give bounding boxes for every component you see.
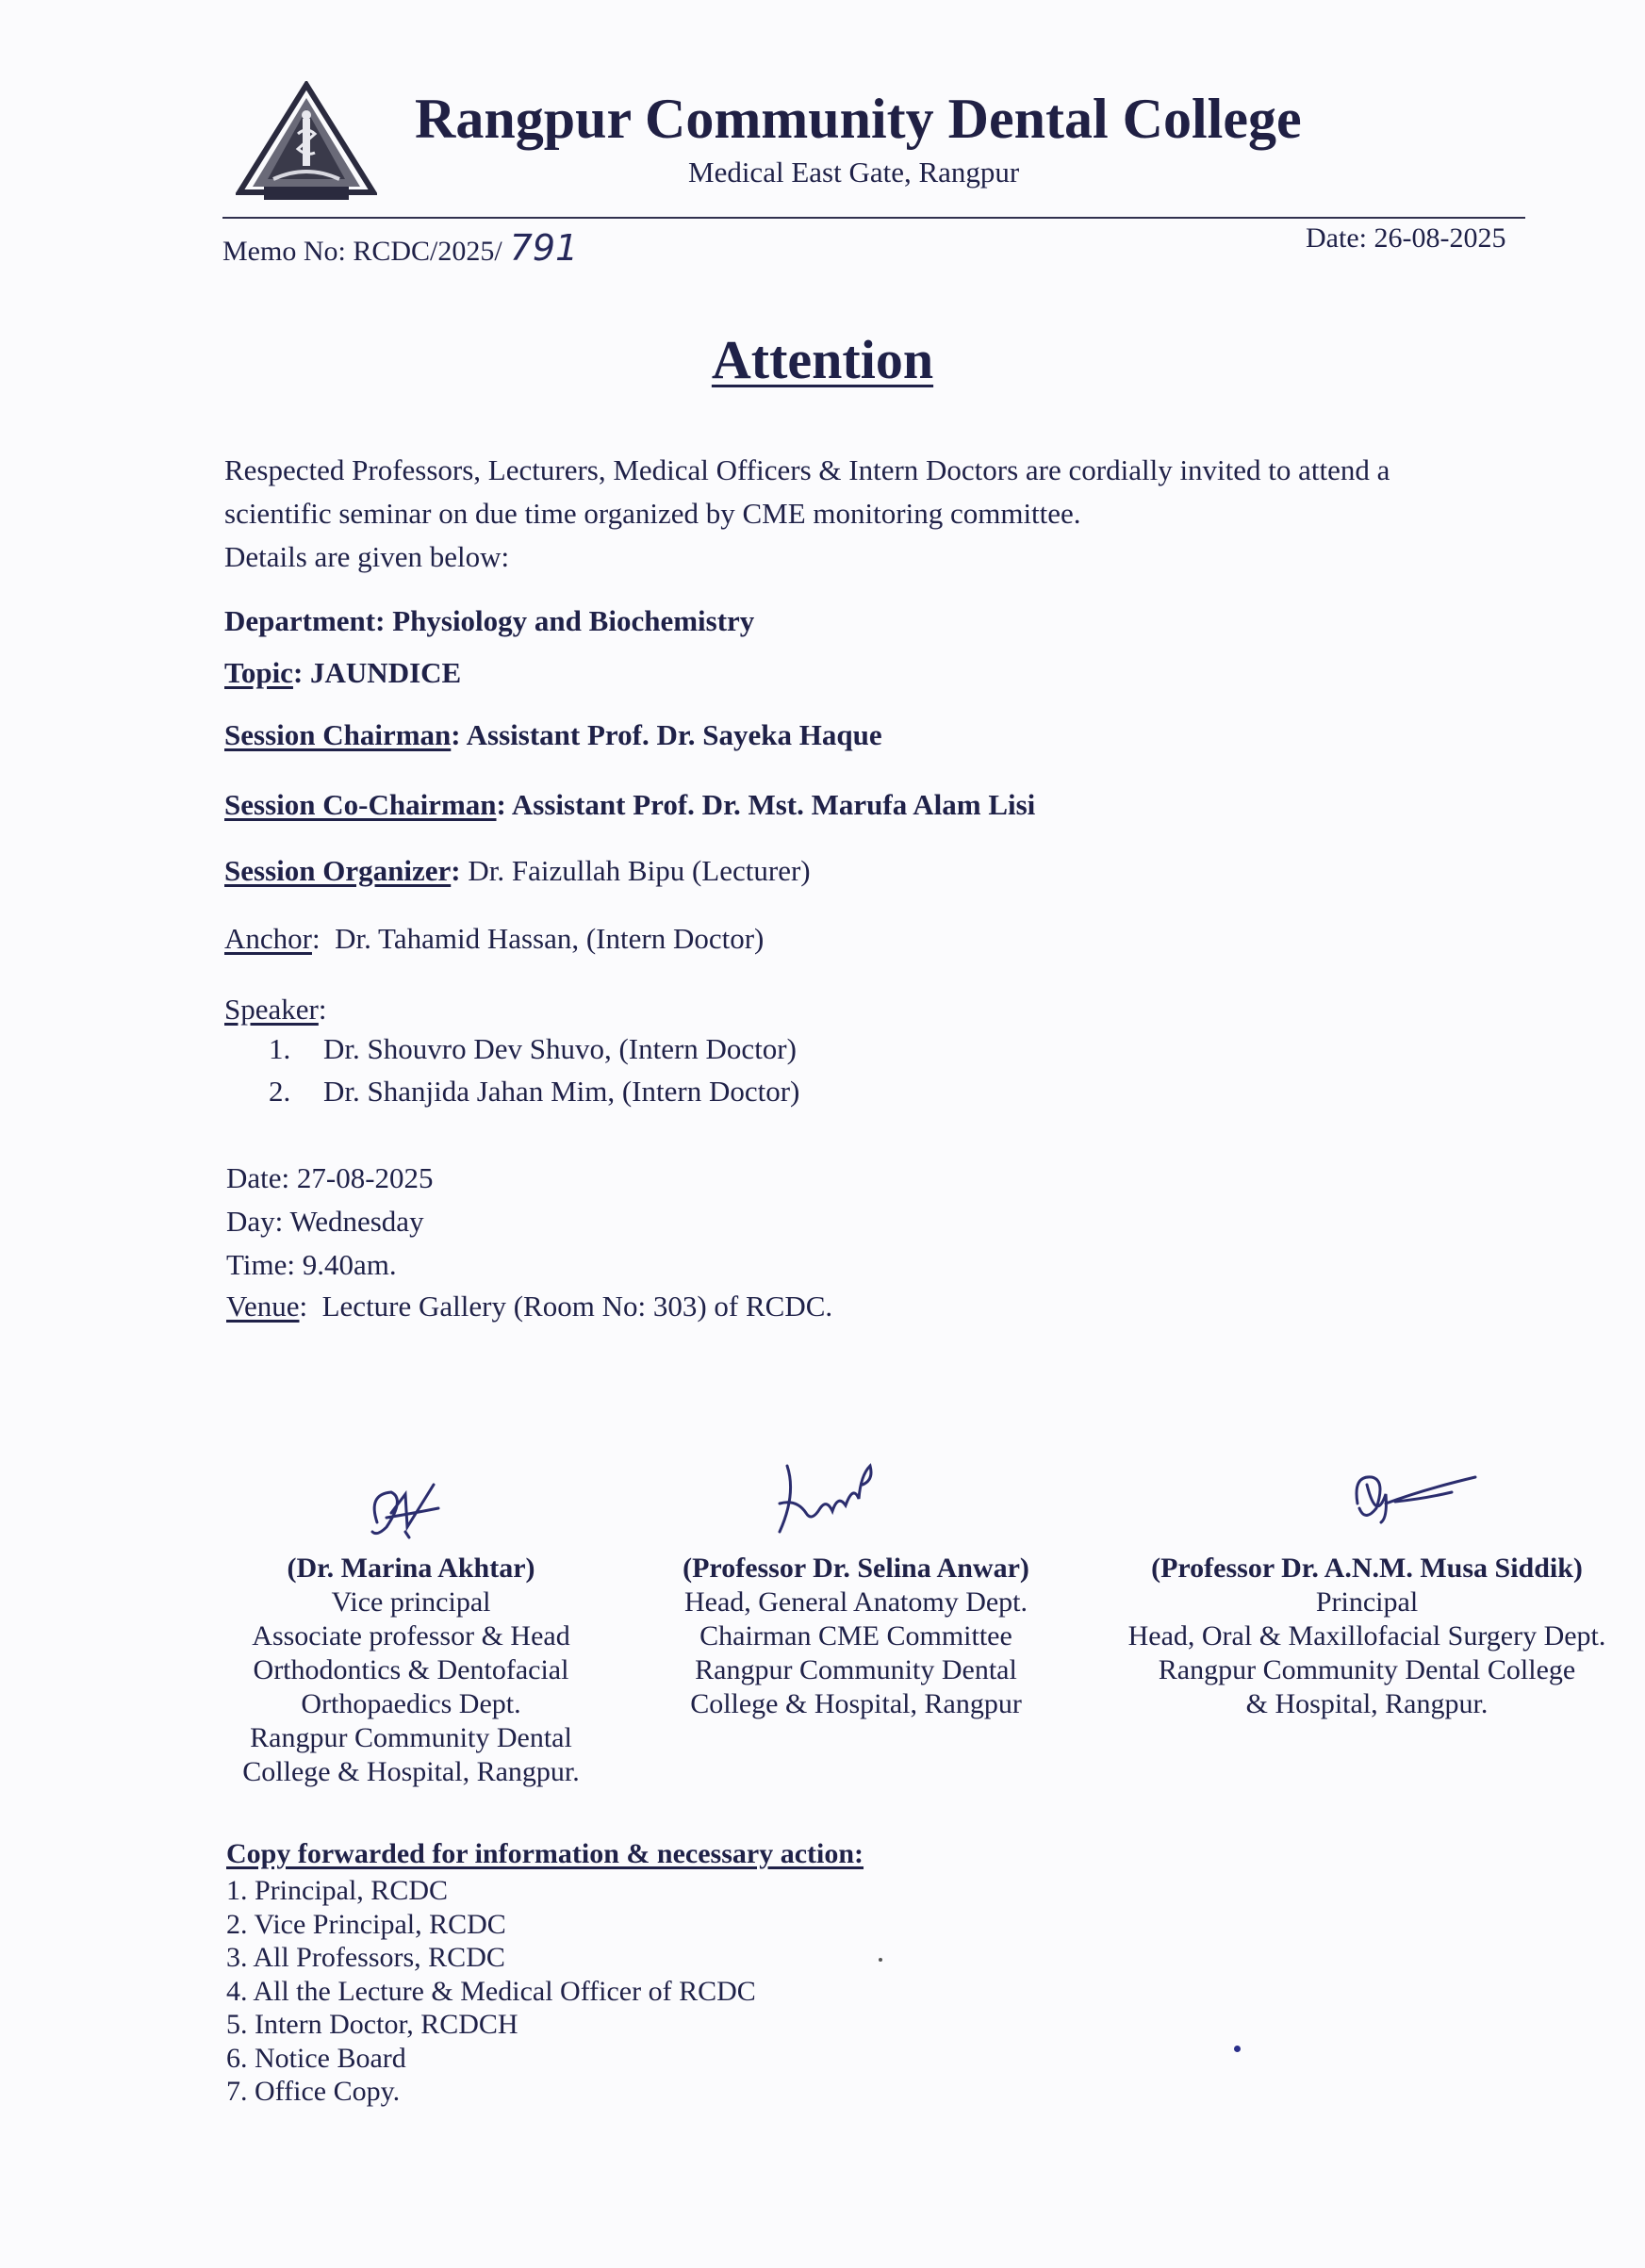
- signatory-line: Orthodontics & Dentofacial: [253, 1654, 569, 1685]
- seminar-time: Time: 9.40am.: [226, 1248, 397, 1281]
- signature-musa-siddik: [1339, 1466, 1480, 1546]
- memo-number: [222, 227, 578, 269]
- list-item: 1. Principal, RCDC: [226, 1875, 449, 1906]
- memo-date: Date: 26-08-2025: [1306, 222, 1506, 254]
- topic-value: JAUNDICE: [310, 656, 462, 689]
- seminar-day: Day: Wednesday: [226, 1205, 424, 1238]
- signature-selina-anwar: [768, 1456, 900, 1546]
- cochairman-label: Session Co-Chairman: [224, 788, 497, 821]
- list-item: [269, 1027, 799, 1070]
- signatory-line: Chairman CME Committee: [699, 1620, 1012, 1652]
- topic-row: Topic: JAUNDICE: [224, 656, 462, 689]
- copy-forwarded-list: [226, 1874, 756, 2109]
- college-name: Rangpur Community Dental College: [415, 88, 1302, 150]
- intro-line: Details are given below:: [224, 540, 510, 573]
- list-item: 6. Notice Board: [226, 2042, 406, 2074]
- list-item: 5. Intern Doctor, RCDCH: [226, 2009, 518, 2040]
- organizer-value: Dr. Faizullah Bipu (Lecturer): [468, 854, 811, 887]
- signatory-cme-chairman: [620, 1552, 1092, 1721]
- anchor-row: Anchor: Dr. Tahamid Hassan, (Intern Doctor): [224, 922, 765, 955]
- seminar-date: Date: 27-08-2025: [226, 1161, 434, 1194]
- college-logo: [236, 81, 377, 207]
- list-item: [269, 1070, 799, 1112]
- list-item: 2. Vice Principal, RCDC: [226, 1908, 506, 1940]
- intro-paragraph: [224, 449, 1544, 579]
- department-value: Physiology and Biochemistry: [392, 604, 755, 637]
- chairman-value: Assistant Prof. Dr. Sayeka Haque: [466, 718, 882, 751]
- intro-line: scientific seminar on due time organized by CME monitoring committee.: [224, 497, 1081, 530]
- venue-row: Venue: Lecture Gallery (Room No: 303) of RCDC.: [226, 1290, 833, 1323]
- memo-prefix: Memo No: RCDC/2025/: [222, 236, 502, 267]
- page-title-text: Attention: [711, 329, 934, 390]
- signatory-line: Head, General Anatomy Dept.: [683, 1586, 1028, 1618]
- signatory-line: Principal: [1315, 1586, 1419, 1618]
- signature-marina-akhtar: [349, 1475, 462, 1551]
- speaker-label: Speaker: [224, 993, 319, 1026]
- memo-handwritten-number: 791: [509, 227, 579, 269]
- department-row: Department: Physiology and Biochemistry: [224, 604, 755, 637]
- signatory-line: College & Hospital, Rangpur: [690, 1688, 1022, 1719]
- signatory-name: (Dr. Marina Akhtar): [287, 1553, 535, 1584]
- signatory-line: College & Hospital, Rangpur.: [242, 1756, 580, 1787]
- signatory-line: Vice principal: [331, 1586, 491, 1618]
- list-item: 7. Office Copy.: [226, 2076, 401, 2107]
- signatory-line: Head, Oral & Maxillofacial Surgery Dept.: [1127, 1620, 1606, 1652]
- header-divider: [222, 217, 1525, 219]
- chairman-row: Session Chairman: Assistant Prof. Dr. Sayeka Haque: [224, 718, 882, 751]
- signatory-line: Orthopaedics Dept.: [301, 1688, 521, 1719]
- speaker-number: 2.: [269, 1075, 291, 1108]
- speaker-row: Speaker:: [224, 993, 327, 1026]
- topic-label: Topic: [224, 656, 293, 689]
- college-address: Medical East Gate, Rangpur: [688, 156, 1020, 189]
- speaker-name: Dr. Shouvro Dev Shuvo, (Intern Doctor): [323, 1032, 797, 1065]
- signatory-line: Rangpur Community Dental College: [1158, 1654, 1576, 1685]
- anchor-label: Anchor: [224, 922, 312, 955]
- copy-forwarded-heading: Copy forwarded for information & necessary action:: [226, 1838, 864, 1869]
- organizer-label: Session Organizer: [224, 854, 452, 887]
- signatory-line: Rangpur Community Dental: [250, 1722, 572, 1753]
- venue-label: Venue: [226, 1290, 300, 1323]
- signatory-line: & Hospital, Rangpur.: [1245, 1688, 1489, 1719]
- page-title: [0, 328, 1645, 391]
- signatory-principal: [1098, 1552, 1636, 1721]
- chairman-label: Session Chairman: [224, 718, 452, 751]
- speaker-name: Dr. Shanjida Jahan Mim, (Intern Doctor): [323, 1075, 800, 1108]
- ink-speck: [1234, 2046, 1241, 2052]
- venue-value: Lecture Gallery (Room No: 303) of RCDC.: [321, 1290, 833, 1323]
- signatory-vice-principal: [175, 1552, 647, 1789]
- signatory-line: Associate professor & Head: [252, 1620, 570, 1652]
- intro-line: Respected Professors, Lecturers, Medical Officers & Intern Doctors are cordially invited to attend a: [224, 453, 1390, 486]
- speaker-number: 1.: [269, 1032, 291, 1065]
- signatory-line: Rangpur Community Dental: [695, 1654, 1017, 1685]
- cochairman-value: Assistant Prof. Dr. Mst. Marufa Alam Lisi: [511, 788, 1036, 821]
- list-item: 4. All the Lecture & Medical Officer of RCDC: [226, 1975, 756, 2007]
- organizer-row: Session Organizer: Dr. Faizullah Bipu (Lecturer): [224, 854, 811, 887]
- list-item: 3. All Professors, RCDC: [226, 1942, 505, 1973]
- signatory-name: (Professor Dr. Selina Anwar): [683, 1553, 1029, 1584]
- speaker-list: [269, 1027, 799, 1112]
- department-label: Department: [224, 604, 376, 637]
- cochairman-row: Session Co-Chairman: Assistant Prof. Dr. Mst. Marufa Alam Lisi: [224, 788, 1036, 821]
- signatory-name: (Professor Dr. A.N.M. Musa Siddik): [1151, 1553, 1583, 1584]
- ink-speck: [879, 1958, 882, 1962]
- anchor-value: Dr. Tahamid Hassan, (Intern Doctor): [335, 922, 765, 955]
